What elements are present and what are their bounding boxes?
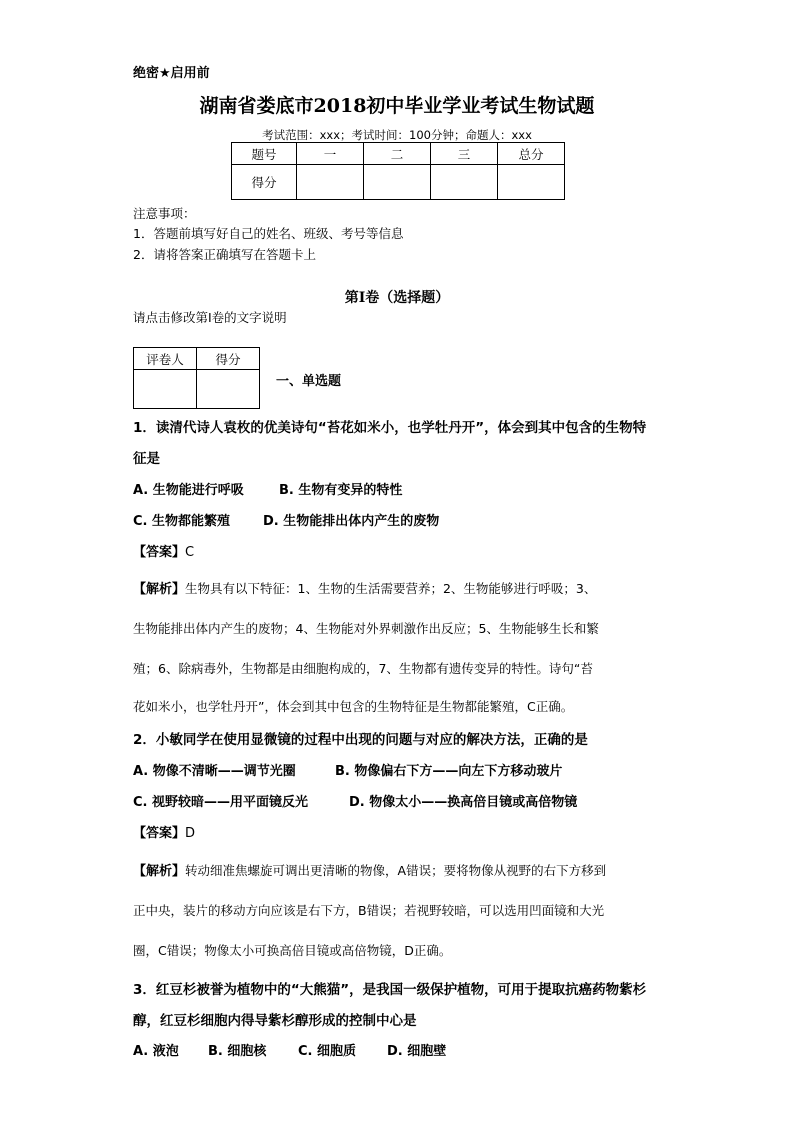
- explanation-text: 花如米小，也学牡丹开”，体会到其中包含的生物特征是生物都能繁殖，C正确。: [133, 699, 574, 714]
- score-header-cell: 总分: [498, 143, 565, 165]
- score-cell: [498, 165, 565, 200]
- explanation-text: 圈，C错误；物像太小可换高倍目镜或高倍物镜，D正确。: [133, 943, 452, 958]
- question-text: 2．小敏同学在使用显微镜的过程中出现的问题与对应的解决方法，正确的是: [133, 732, 588, 748]
- score-header-cell: 三: [431, 143, 498, 165]
- option-b: B. 细胞核: [208, 1044, 267, 1059]
- answer-label: 【答案】: [133, 826, 186, 841]
- option-d: D. 物像太小——换高倍目镜或高倍物镜: [349, 795, 578, 810]
- option-c: C. 生物都能繁殖: [133, 514, 231, 529]
- section-title: 一、单选题: [276, 374, 342, 389]
- grader-header-cell: 得分: [197, 348, 260, 370]
- question-text: 3．红豆杉被誉为植物中的“大熊猫”，是我国一级保护植物，可用于提取抗癌药物紫杉: [133, 982, 647, 998]
- explanation-text: 转动细准焦螺旋可调出更清晰的物像，A错误；要将物像从视野的右下方移到: [185, 863, 607, 878]
- score-header-cell: 一: [297, 143, 364, 165]
- volume-title: 第I卷（选择题）: [344, 290, 450, 306]
- option-b: B. 生物有变异的特性: [279, 483, 403, 498]
- explanation-text: 生物能排出体内产生的废物；4、生物能对外界刺激作出反应；5、生物能够生长和繁: [133, 621, 599, 636]
- question-text: 征是: [133, 451, 160, 467]
- score-row-label: 得分: [232, 165, 297, 200]
- score-cell: [431, 165, 498, 200]
- explanation-text: 生物具有以下特征：1、生物的生活需要营养；2、生物能够进行呼吸；3、: [185, 581, 597, 596]
- question-text: 醇，红豆杉细胞内得导紫杉醇形成的控制中心是: [133, 1013, 417, 1029]
- volume-note: 请点击修改第I卷的文字说明: [133, 310, 287, 325]
- option-c: C. 视野较暗——用平面镜反光: [133, 795, 309, 810]
- answer: [133, 822, 195, 841]
- grader-table: [133, 347, 260, 409]
- option-a: A. 生物能进行呼吸: [133, 483, 244, 498]
- grader-header-cell: 评卷人: [134, 348, 197, 370]
- answer-value: C: [185, 545, 195, 560]
- option-a: A. 物像不清晰——调节光圈: [133, 764, 296, 779]
- notes-item: 2．请将答案正确填写在答题卡上: [133, 247, 316, 262]
- score-cell: [364, 165, 431, 200]
- explanation-label: 【解析】: [133, 864, 186, 879]
- option-b: B. 物像偏右下方——向左下方移动玻片: [335, 764, 563, 779]
- score-cell: [297, 165, 364, 200]
- option-d: D. 生物能排出体内产生的废物: [263, 514, 440, 529]
- grader-cell: [134, 370, 197, 409]
- confidential-mark: 绝密★启用前: [133, 66, 210, 81]
- score-header-cell: 二: [364, 143, 431, 165]
- score-table: [231, 142, 565, 200]
- answer-label: 【答案】: [133, 545, 186, 560]
- exam-info: 考试范围：xxx；考试时间：100分钟；命题人：xxx: [262, 128, 532, 142]
- explanation-text: 正中央，装片的移动方向应该是右下方，B错误；若视野较暗，可以选用凹面镜和大光: [133, 903, 605, 918]
- option-a: A. 液泡: [133, 1044, 179, 1059]
- explanation-text: 殖；6、除病毒外，生物都是由细胞构成的，7、生物都有遗传变异的特性。诗句“苔: [133, 661, 593, 676]
- explanation: [133, 578, 596, 597]
- option-d: D. 细胞壁: [387, 1044, 447, 1059]
- answer-value: D: [185, 826, 196, 841]
- question-text: 1．读清代诗人袁枚的优美诗句“苔花如米小，也学牡丹开”，体会到其中包含的生物特: [133, 420, 647, 436]
- grader-cell: [197, 370, 260, 409]
- explanation-label: 【解析】: [133, 582, 186, 597]
- answer: [133, 541, 194, 560]
- score-header-cell: 题号: [232, 143, 297, 165]
- notes-title: 注意事项：: [133, 206, 196, 221]
- exam-title: 湖南省娄底市2018初中毕业学业考试生物试题: [199, 95, 595, 117]
- explanation: [133, 860, 606, 879]
- option-c: C. 细胞质: [298, 1044, 357, 1059]
- notes-item: 1．答题前填写好自己的姓名、班级、考号等信息: [133, 226, 404, 241]
